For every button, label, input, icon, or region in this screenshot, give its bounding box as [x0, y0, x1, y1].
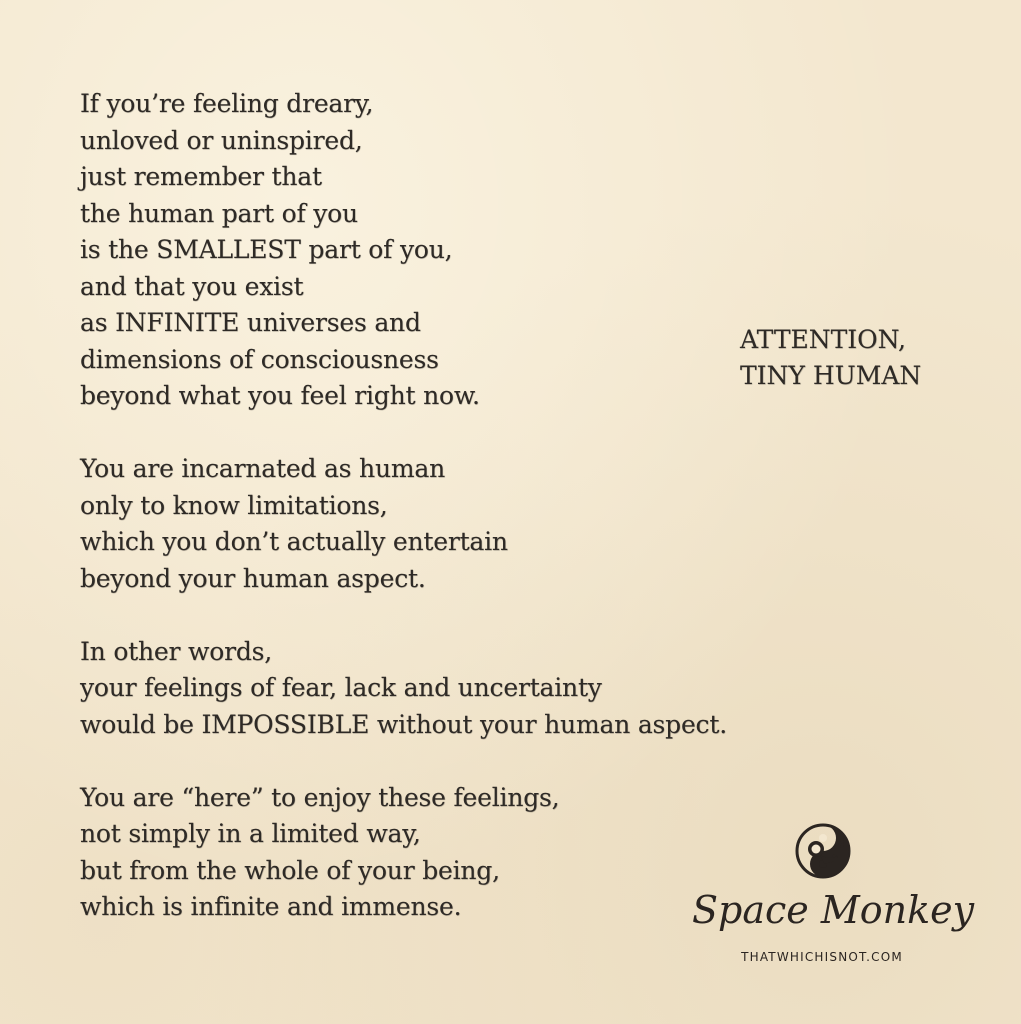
- poem-line: only to know limitations,: [80, 490, 388, 520]
- poem-line: beyond what you feel right now.: [80, 381, 480, 410]
- poem-title-line-2: TINY HUMAN: [740, 361, 922, 390]
- poem-line: but from the whole of your being,: [80, 855, 500, 885]
- brand-name: Space Monkey: [692, 888, 975, 932]
- poem-line: If you’re feeling dreary,: [80, 89, 374, 118]
- poem-line: which you don’t actually entertain: [80, 527, 508, 556]
- poem-line: as INFINITE universes and: [80, 308, 421, 337]
- poem-line: which is infinite and immense.: [80, 892, 462, 921]
- website-url: THATWHICHISNOT.COM: [741, 950, 903, 964]
- poem-line: would be IMPOSSIBLE without your human aspect.: [80, 709, 727, 739]
- poem-line: beyond your human aspect.: [80, 563, 426, 593]
- poem-line: the human part of you: [80, 198, 358, 228]
- stanza-2: [80, 451, 880, 597]
- poem-title-line-1: ATTENTION,: [740, 325, 906, 354]
- poem-title: [740, 322, 921, 394]
- poem-line: and that you exist: [80, 271, 304, 301]
- poem-line: unloved or uninspired,: [80, 125, 363, 155]
- space-monkey-logo-icon: [794, 822, 852, 880]
- poem-line: your feelings of fear, lack and uncertainty: [80, 673, 602, 702]
- poem-line: dimensions of consciousness: [80, 344, 439, 374]
- poem-line: not simply in a limited way,: [80, 819, 421, 848]
- poem-line: just remember that: [80, 162, 322, 191]
- poem-line: You are incarnated as human: [80, 454, 445, 483]
- poem-body: [80, 86, 880, 926]
- poem-line: You are “here” to enjoy these feelings,: [80, 782, 560, 812]
- poem-line: In other words,: [80, 636, 272, 666]
- poem-line: is the SMALLEST part of you,: [80, 235, 453, 264]
- stanza-3: [80, 634, 880, 744]
